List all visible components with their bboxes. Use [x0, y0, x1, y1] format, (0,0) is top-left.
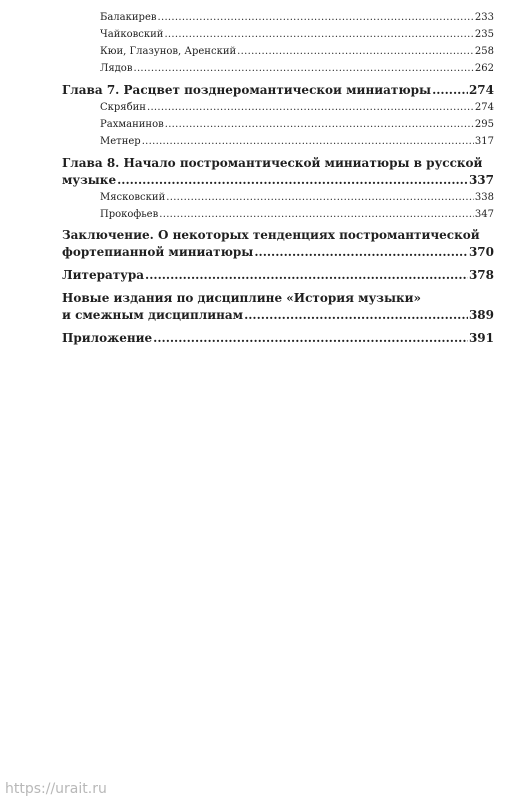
leader-dots: [164, 26, 473, 43]
toc-page-number: 389: [468, 308, 494, 322]
toc-chapter-label-line2: и смежным дисциплинам: [62, 308, 244, 322]
toc-page-number: 317: [474, 136, 494, 147]
toc-entry-rachmaninoff[interactable]: [100, 116, 494, 133]
toc-entry-label: Чайковский: [100, 29, 164, 40]
toc-page-number: 274: [474, 102, 494, 113]
toc-literature[interactable]: [62, 267, 494, 284]
leader-dots: [159, 206, 474, 223]
leader-dots: [117, 172, 468, 189]
toc-chapter-7[interactable]: [62, 82, 494, 99]
toc-entry-scriabin[interactable]: [100, 99, 494, 116]
toc-chapter-8[interactable]: [62, 155, 494, 189]
toc-entry-label: Метнер: [100, 136, 141, 147]
footer-url: https://urait.ru: [5, 781, 107, 797]
leader-dots: [432, 82, 468, 99]
toc-chapter-label-line1: Заключение. О некоторых тенденциях постромантической: [62, 228, 480, 242]
toc-entry-label: Лядов: [100, 63, 133, 74]
toc-entry-label: Балакирев: [100, 12, 157, 23]
toc-chapter-label: Глава 7. Расцвет позднеромантическои миниатюры: [62, 83, 432, 97]
toc-page-number: 391: [468, 331, 494, 345]
leader-dots: [142, 133, 474, 150]
table-of-contents: [62, 9, 494, 347]
toc-chapter-label-line2: фортепианной миниатюры: [62, 245, 254, 259]
toc-chapter-label-line1: Новые издания по дисциплине «История музыки»: [62, 291, 422, 305]
leader-dots: [153, 330, 468, 347]
toc-entry-tchaikovsky[interactable]: [100, 26, 494, 43]
toc-page-number: 274: [468, 83, 494, 97]
leader-dots: [158, 9, 474, 26]
toc-chapter-label-line1: Глава 8. Начало постромантической миниатюры в русской: [62, 156, 483, 170]
leader-dots: [145, 267, 468, 284]
toc-page-number: 338: [474, 192, 494, 203]
toc-entry-label: Рахманинов: [100, 119, 164, 130]
toc-appendix[interactable]: [62, 330, 494, 347]
leader-dots: [165, 116, 474, 133]
toc-conclusion[interactable]: [62, 227, 494, 261]
toc-entry-medtner[interactable]: [100, 133, 494, 150]
leader-dots: [254, 244, 468, 261]
toc-entry-cui-glazunov-arensky[interactable]: [100, 43, 494, 60]
toc-page-number: 235: [474, 29, 494, 40]
toc-entry-label: Скрябин: [100, 102, 146, 113]
leader-dots: [133, 60, 473, 77]
toc-new-editions[interactable]: [62, 290, 494, 324]
toc-chapter-label-line2: музыке: [62, 173, 117, 187]
toc-entry-balakirev[interactable]: [100, 9, 494, 26]
toc-entry-myaskovsky[interactable]: [100, 189, 494, 206]
leader-dots: [166, 189, 474, 206]
toc-entry-label: Мясковский: [100, 192, 166, 203]
leader-dots: [244, 307, 468, 324]
leader-dots: [237, 43, 474, 60]
toc-page-number: 258: [474, 46, 494, 57]
toc-page-number: 370: [468, 245, 494, 259]
toc-page-number: 295: [474, 119, 494, 130]
toc-entry-prokofiev[interactable]: [100, 206, 494, 223]
toc-page-number: 378: [468, 268, 494, 282]
toc-entry-lyadov[interactable]: [100, 60, 494, 77]
toc-chapter-label: Литература: [62, 268, 145, 282]
leader-dots: [147, 99, 474, 116]
toc-page-number: 347: [474, 209, 494, 220]
toc-entry-label: Прокофьев: [100, 209, 159, 220]
toc-chapter-label: Приложение: [62, 331, 153, 345]
toc-page-number: 337: [468, 173, 494, 187]
toc-page-number: 262: [474, 63, 494, 74]
toc-entry-label: Кюи, Глазунов, Аренский: [100, 46, 237, 57]
toc-page-number: 233: [474, 12, 494, 23]
